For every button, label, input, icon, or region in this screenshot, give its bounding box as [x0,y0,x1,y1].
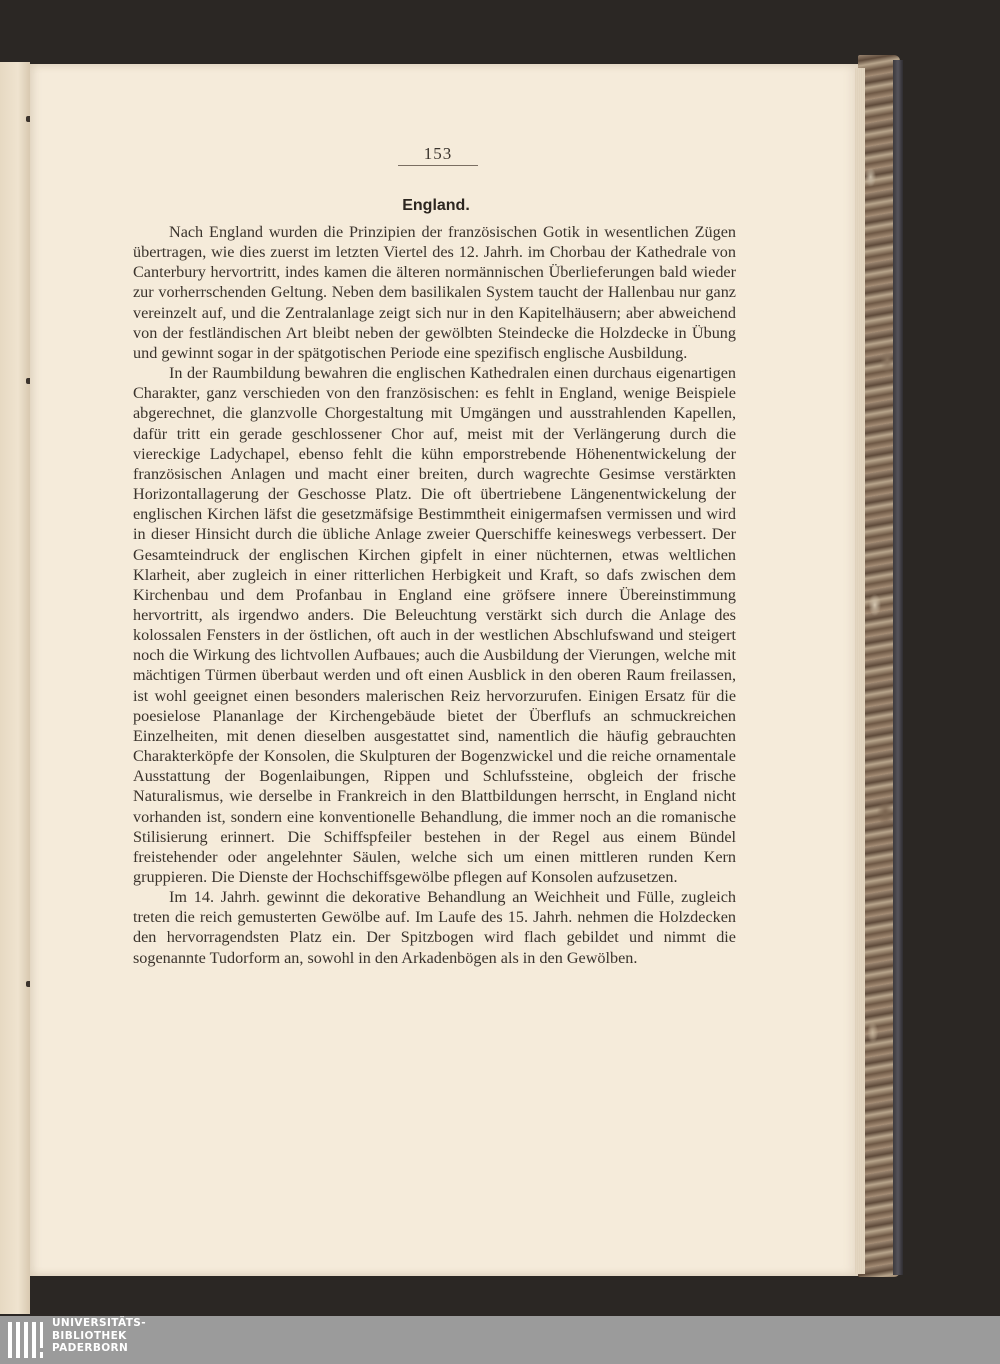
body-text [133,222,736,968]
page-number-rule [398,165,478,166]
logo-line: PADERBORN [52,1342,129,1354]
library-footer [0,1316,1000,1364]
section-heading: England. [402,197,470,214]
paragraph: Im 14. Jahrh. gewinnt die dekorative Behandlung an Weichheit und Fülle, zugleich treten die reich gemusterten Gewölbe auf. Im Laufe des 15. Jahrh. nehmen die Holzdecken den hervorragendsten Platz ein. Der Spitzbogen wird flach gebildet und nimmt die sogenannte Tudorform an, sowohl in den Arkadenbögen als in den Gewölben. [133,888,736,967]
paragraph: Nach England wurden die Prinzipien der französischen Gotik in wesentlichen Zügen übertragen, wie dies zuerst im letzten Viertel des 12. Jahrh. im Chorbau der Kathedrale von Canterbury hervortritt, indes kamen die älteren normännischen Überlieferungen bald wieder zur vorherrschenden Geltung. Neben dem basilikalen System taucht der Hallenbau nur ganz vereinzelt auf, und die Zentralanlage zeigt sich nur in den Kapitelhäusern; aber abweichend von der festländischen Art bleibt neben der gewölbten Steindecke die Holzdecke in Übung und gewinnt sogar in der spätgotischen Periode eine spezifisch englische Ausbildung. [133,223,736,362]
left-page-sliver [0,62,30,1314]
logo-line: BIBLIOTHEK [52,1329,127,1342]
library-logo-text [52,1317,146,1355]
library-logo-icon [6,1320,46,1360]
book-spine [893,60,903,1275]
page-number: 153 [423,144,453,163]
paragraph: In der Raumbildung bewahren die englischen Kathedralen einen durchaus eigenartigen Charakter, ganz verschieden von den französischen: es fehlt in England, wenige Beispiele abgerechnet, die glanzvolle Chorgestaltung mit Umgängen und ausstrahlenden Kapellen, dafür tritt ein gerade geschlossener Chor auf, meist mit der Verlängerung durch die viereckige Ladychapel, ebenso fehlt die kühn emporstrebende Höhenentwickelung der französischen Anlagen und macht einer breiten, durch wagrechte Gesimse verstärkten Horizontallagerung der Geschosse Platz. Die oft übertriebene Längenentwickelung der englischen Kirchen läfst die gesetzmäfsige Bestimmtheit einigermafsen vermissen und wird in dieser Hinsicht durch die übliche Anlage zweier Querschiffe keineswegs verbessert. Der Gesamteindruck der englischen Kirchen gipfelt in einer nüchternen, etwas weltlichen Klarheit, aber zugleich in einer ritterlichen Herbigkeit und Kraft, so dafs zwischen dem Kirchenbau und dem Profanbau in England eine gröfsere innere Übereinstimmung hervortritt, als irgendwo anders. Die Beleuchtung verstärkt sich durch die Anlage des kolossalen Fensters in der östlichen, oft auch in der westlichen Abschlufswand und steigert noch die Wirkung des lichtvollen Aufbaues; auch die Ausbildung der Vierungen, welche mit mächtigen Türmen überbaut werden und oft einen Ausblick in den oberen Raum freilassen, ist wohl geeignet einen besonders malerischen Reiz hervorzurufen. Einigen Ersatz für die poesielose Plananlage der Kirchengebäude bietet der Überflufs an schmuckreichen Einzelheiten, mit denen dieselben ausgestattet sind, namentlich die häufig gebrauchten Charakterköpfe der Konsolen, die Skulpturen der Bogenzwickel und die reiche ornamentale Ausstattung der Bogenlaibungen, Rippen und Schlufssteine, obgleich der frische Naturalismus, wie derselbe in Frankreich in den Blattbildungen herrscht, in England nicht vorhanden ist, sondern eine konventionelle Behandlung, die immer noch an die romanische Stilisierung erinnert. Die Schiffspfeiler bestehen in der Regel aus einem Bündel freistehender oder angelehnter Säulen, welche sich um einen mittleren runden Kern gruppieren. Die Dienste der Hochschiffsgewölbe pflegen auf Konsolen aufzusetzen. [133,364,736,886]
logo-line: UNIVERSITÄTS- [52,1317,147,1329]
page-edges [855,68,865,1274]
